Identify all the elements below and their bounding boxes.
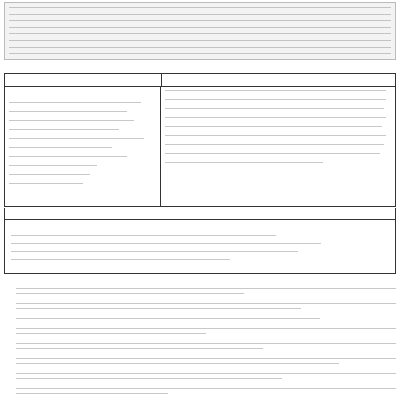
intro-text-lines: [9, 7, 391, 56]
condition-item: [4, 371, 396, 383]
guarantor-section-heading: [4, 208, 396, 220]
guarantor-name: [11, 223, 389, 231]
condition-item: [4, 356, 396, 368]
details-table-body: [5, 87, 395, 206]
condition-item: [4, 286, 396, 298]
condition-item: [4, 326, 396, 338]
details-table: [4, 73, 396, 207]
conditions-title: [4, 276, 396, 285]
guarantor-details-lines: [11, 235, 389, 260]
borrower-details-lines: [9, 102, 156, 184]
borrower-cell: [5, 87, 161, 206]
condition-item: [4, 301, 396, 313]
property-column-header: [162, 74, 395, 86]
details-table-header: [5, 74, 395, 87]
condition-item: [4, 386, 396, 398]
table-caption: [4, 62, 396, 72]
condition-item: [4, 341, 396, 353]
property-details-lines: [165, 90, 391, 163]
property-cell: [161, 87, 395, 206]
conditions-list: [4, 286, 396, 398]
guarantor-section: [4, 220, 396, 274]
borrower-column-header: [5, 74, 162, 86]
borrower-name: [9, 90, 156, 99]
condition-item: [4, 316, 396, 323]
intro-paragraph: [4, 2, 396, 60]
